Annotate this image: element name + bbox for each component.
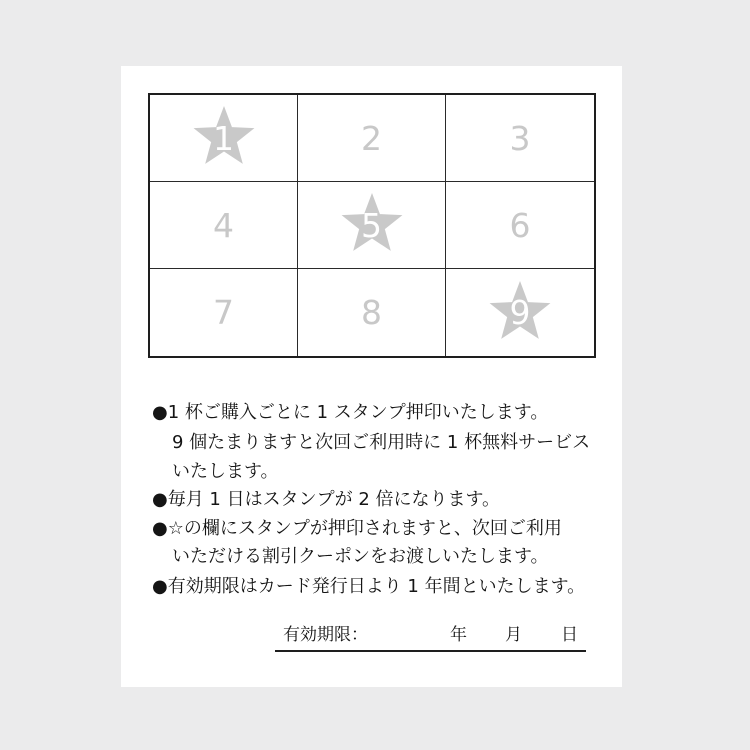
stamp-number: 1 bbox=[213, 118, 234, 158]
stamp-number: 4 bbox=[213, 205, 234, 245]
stamp-number: 3 bbox=[509, 118, 531, 158]
stamp-cell bbox=[446, 95, 594, 182]
note-expiry-rule: ●有効期限はカード発行日より 1 年間といたします。 bbox=[152, 576, 586, 597]
stamp-number: 2 bbox=[361, 118, 382, 158]
stamp-number: 6 bbox=[509, 205, 531, 245]
note-purchase-stamp-cont: 9 個たまりますと次回ご利用時に 1 杯無料サービス bbox=[172, 432, 591, 453]
expiry-month: 月 bbox=[505, 625, 522, 645]
stamp-number: 9 bbox=[509, 293, 531, 332]
stamp-cell bbox=[298, 269, 446, 356]
stamp-cell bbox=[150, 182, 298, 269]
stamp-cell bbox=[298, 95, 446, 182]
stamp-cell bbox=[298, 182, 446, 269]
stamp-grid bbox=[148, 93, 596, 358]
expiry-day: 日 bbox=[561, 625, 578, 645]
expiry-label: 有効期限： bbox=[283, 625, 368, 645]
note-purchase-stamp-cont: いたします。 bbox=[172, 461, 279, 482]
stamp-number: 5 bbox=[361, 205, 382, 245]
stamp-cell bbox=[446, 182, 594, 269]
note-double-stamp-day: ●毎月 1 日はスタンプが 2 倍になります。 bbox=[152, 489, 501, 510]
note-star-coupon: ●☆の欄にスタンプが押印されますと、次回ご利用 bbox=[152, 518, 562, 539]
stamp-number: 7 bbox=[213, 293, 234, 332]
stamp-cell bbox=[150, 269, 298, 356]
expiry-year: 年 bbox=[450, 625, 467, 645]
stamp-cell bbox=[446, 269, 594, 356]
expiry-underline bbox=[275, 650, 586, 652]
note-purchase-stamp: ●1 杯ご購入ごとに 1 スタンプ押印いたします。 bbox=[152, 402, 549, 423]
note-star-coupon-cont: いただける割引クーポンをお渡しいたします。 bbox=[172, 546, 549, 567]
stamp-number: 8 bbox=[361, 293, 382, 332]
stamp-cell bbox=[150, 95, 298, 182]
